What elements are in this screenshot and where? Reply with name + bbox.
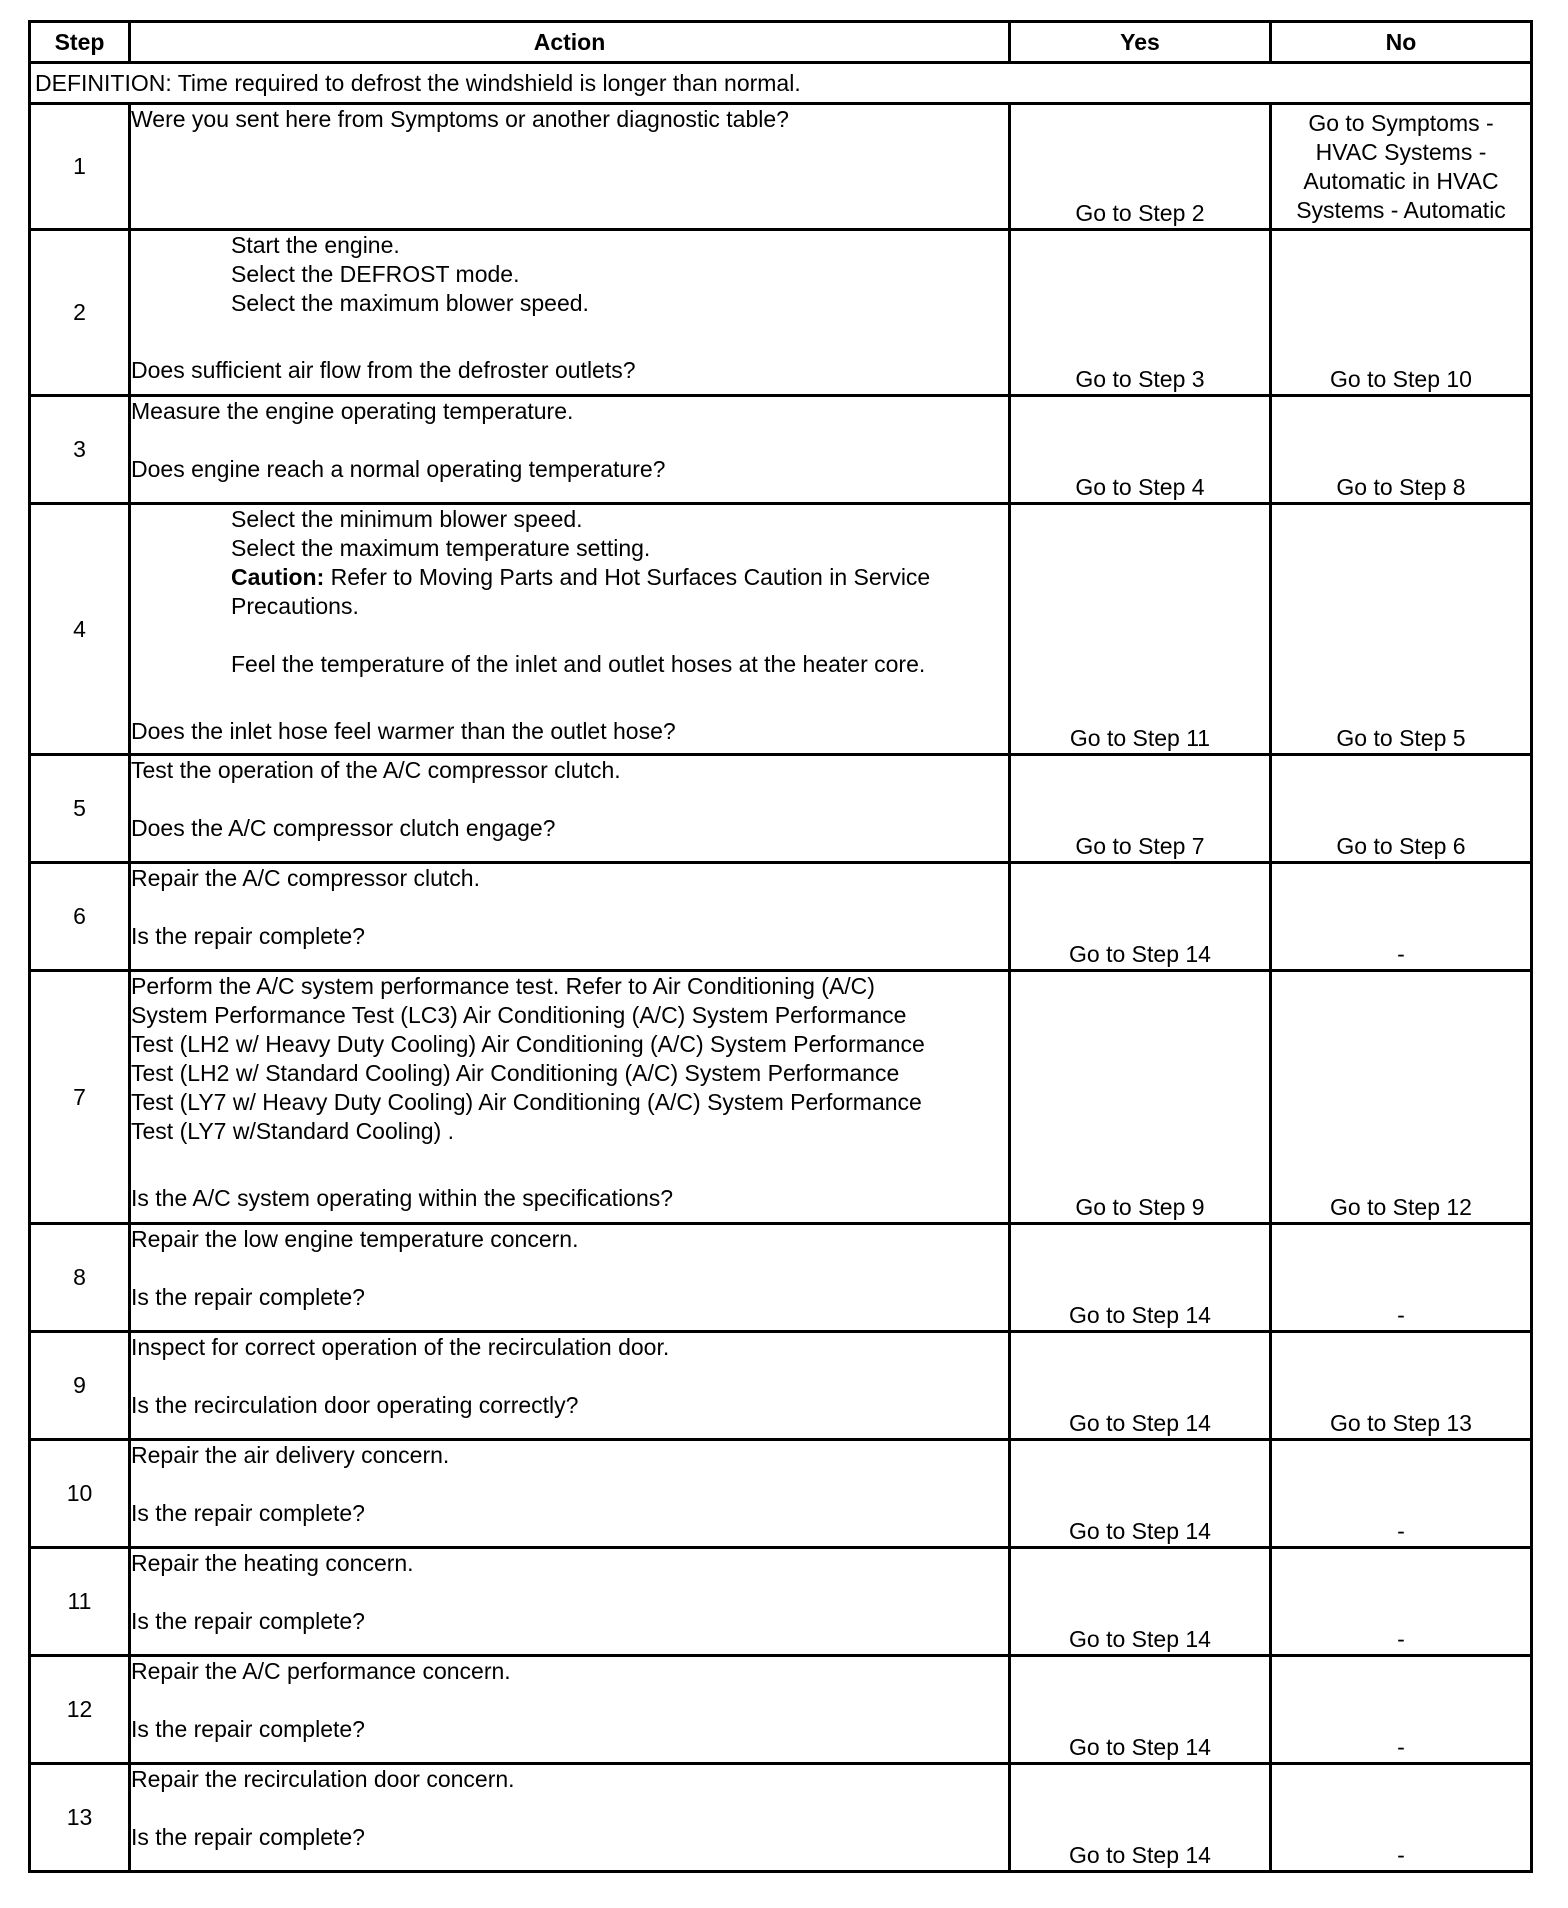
table-row <box>30 1764 1532 1872</box>
yes-cell: Go to Step 14 <box>1010 863 1271 971</box>
action-text: Repair the A/C compressor clutch. <box>131 865 480 891</box>
action-cell <box>130 755 1010 863</box>
step-number: 12 <box>30 1656 130 1764</box>
no-cell: - <box>1271 1224 1532 1332</box>
action-question: Is the repair complete? <box>131 1500 365 1526</box>
action-question: Is the repair complete? <box>131 1716 365 1742</box>
definition-text: DEFINITION: Time required to defrost the windshield is longer than normal. <box>30 63 1532 104</box>
no-line: HVAC Systems - <box>1315 139 1487 165</box>
yes-cell: Go to Step 14 <box>1010 1224 1271 1332</box>
step-number: 4 <box>30 504 130 755</box>
action-question: Does the A/C compressor clutch engage? <box>131 815 556 841</box>
action-question: Does engine reach a normal operating temperature? <box>131 456 666 482</box>
table-row <box>30 396 1532 504</box>
action-question: Does the inlet hose feel warmer than the outlet hose? <box>131 718 676 744</box>
table-row <box>30 504 1532 755</box>
step-number: 6 <box>30 863 130 971</box>
no-cell: Go to Step 12 <box>1271 971 1532 1224</box>
table-row <box>30 1332 1532 1440</box>
yes-cell: Go to Step 3 <box>1010 230 1271 396</box>
yes-cell: Go to Step 4 <box>1010 396 1271 504</box>
action-cell <box>130 104 1010 230</box>
caution-label: Caution: <box>231 564 325 590</box>
action-cell <box>130 396 1010 504</box>
action-question: Is the repair complete? <box>131 1284 365 1310</box>
no-cell: - <box>1271 863 1532 971</box>
yes-cell: Go to Step 14 <box>1010 1656 1271 1764</box>
action-cell <box>130 504 1010 755</box>
yes-cell: Go to Step 2 <box>1010 104 1271 230</box>
action-line: Test (LY7 w/ Heavy Duty Cooling) Air Conditioning (A/C) System Performance <box>131 1089 922 1115</box>
diagnostic-table <box>28 20 1533 1873</box>
definition-row <box>30 63 1532 104</box>
action-cell <box>130 230 1010 396</box>
no-line: Automatic in HVAC <box>1303 168 1499 194</box>
no-cell: Go to Step 13 <box>1271 1332 1532 1440</box>
no-cell <box>1271 104 1532 230</box>
action-cell <box>130 1440 1010 1548</box>
caution-text: Refer to Moving Parts and Hot Surfaces Caution in Service <box>324 564 931 590</box>
action-question: Is the repair complete? <box>131 923 365 949</box>
action-bullet: Select the minimum blower speed. <box>231 506 583 532</box>
action-text: Inspect for correct operation of the recirculation door. <box>131 1334 670 1360</box>
action-text: Repair the heating concern. <box>131 1550 414 1576</box>
action-text: Repair the low engine temperature concern. <box>131 1226 579 1252</box>
no-cell: Go to Step 6 <box>1271 755 1532 863</box>
action-text: Repair the air delivery concern. <box>131 1442 450 1468</box>
action-cell <box>130 1224 1010 1332</box>
step-number: 8 <box>30 1224 130 1332</box>
table-row <box>30 1224 1532 1332</box>
table-row <box>30 1440 1532 1548</box>
no-cell: Go to Step 10 <box>1271 230 1532 396</box>
table-row <box>30 104 1532 230</box>
action-line: Test (LH2 w/ Heavy Duty Cooling) Air Conditioning (A/C) System Performance <box>131 1031 925 1057</box>
table-row <box>30 971 1532 1224</box>
action-text: Test the operation of the A/C compressor clutch. <box>131 757 621 783</box>
step-number: 13 <box>30 1764 130 1872</box>
header-yes: Yes <box>1010 22 1271 63</box>
step-number: 7 <box>30 971 130 1224</box>
action-bullet: Start the engine. <box>231 232 400 258</box>
action-text: Repair the recirculation door concern. <box>131 1766 515 1792</box>
step-number: 1 <box>30 104 130 230</box>
action-text: Repair the A/C performance concern. <box>131 1658 511 1684</box>
step-number: 10 <box>30 1440 130 1548</box>
header-row <box>30 22 1532 63</box>
no-cell: - <box>1271 1656 1532 1764</box>
action-line: Test (LH2 w/ Standard Cooling) Air Conditioning (A/C) System Performance <box>131 1060 900 1086</box>
action-question: Is the repair complete? <box>131 1824 365 1850</box>
action-bullet: Select the maximum blower speed. <box>231 290 589 316</box>
action-bullet: Select the DEFROST mode. <box>231 261 520 287</box>
caution-line <box>231 563 1008 592</box>
yes-cell: Go to Step 14 <box>1010 1332 1271 1440</box>
action-cell <box>130 1764 1010 1872</box>
action-text: Were you sent here from Symptoms or another diagnostic table? <box>131 106 789 132</box>
action-cell <box>130 1548 1010 1656</box>
action-cell <box>130 863 1010 971</box>
table-row <box>30 1548 1532 1656</box>
no-cell: - <box>1271 1764 1532 1872</box>
step-number: 3 <box>30 396 130 504</box>
action-question: Is the recirculation door operating correctly? <box>131 1392 579 1418</box>
action-cell <box>130 1332 1010 1440</box>
table-row <box>30 755 1532 863</box>
action-text: Measure the engine operating temperature. <box>131 398 574 424</box>
action-question: Is the repair complete? <box>131 1608 365 1634</box>
action-line: Test (LY7 w/Standard Cooling) . <box>131 1118 455 1144</box>
no-cell: Go to Step 5 <box>1271 504 1532 755</box>
yes-cell: Go to Step 11 <box>1010 504 1271 755</box>
no-line: Systems - Automatic <box>1296 197 1506 223</box>
yes-cell: Go to Step 14 <box>1010 1764 1271 1872</box>
action-bullet: Select the maximum temperature setting. <box>231 535 651 561</box>
header-step: Step <box>30 22 130 63</box>
action-bullet: Feel the temperature of the inlet and outlet hoses at the heater core. <box>231 651 926 677</box>
yes-cell: Go to Step 14 <box>1010 1440 1271 1548</box>
table-row <box>30 863 1532 971</box>
table-row <box>30 230 1532 396</box>
no-cell: Go to Step 8 <box>1271 396 1532 504</box>
header-no: No <box>1271 22 1532 63</box>
action-cell <box>130 1656 1010 1764</box>
action-line: Perform the A/C system performance test. Refer to Air Conditioning (A/C) <box>131 973 875 999</box>
no-line: Go to Symptoms - <box>1308 110 1494 136</box>
step-number: 5 <box>30 755 130 863</box>
yes-cell: Go to Step 7 <box>1010 755 1271 863</box>
step-number: 2 <box>30 230 130 396</box>
yes-cell: Go to Step 9 <box>1010 971 1271 1224</box>
action-question: Does sufficient air flow from the defroster outlets? <box>131 357 636 383</box>
table-row <box>30 1656 1532 1764</box>
header-action: Action <box>130 22 1010 63</box>
caution-text-continued: Precautions. <box>231 593 359 619</box>
yes-cell: Go to Step 14 <box>1010 1548 1271 1656</box>
no-cell: - <box>1271 1548 1532 1656</box>
step-number: 11 <box>30 1548 130 1656</box>
action-line: System Performance Test (LC3) Air Conditioning (A/C) System Performance <box>131 1002 907 1028</box>
step-number: 9 <box>30 1332 130 1440</box>
action-cell <box>130 971 1010 1224</box>
action-question: Is the A/C system operating within the specifications? <box>131 1185 674 1211</box>
no-cell: - <box>1271 1440 1532 1548</box>
